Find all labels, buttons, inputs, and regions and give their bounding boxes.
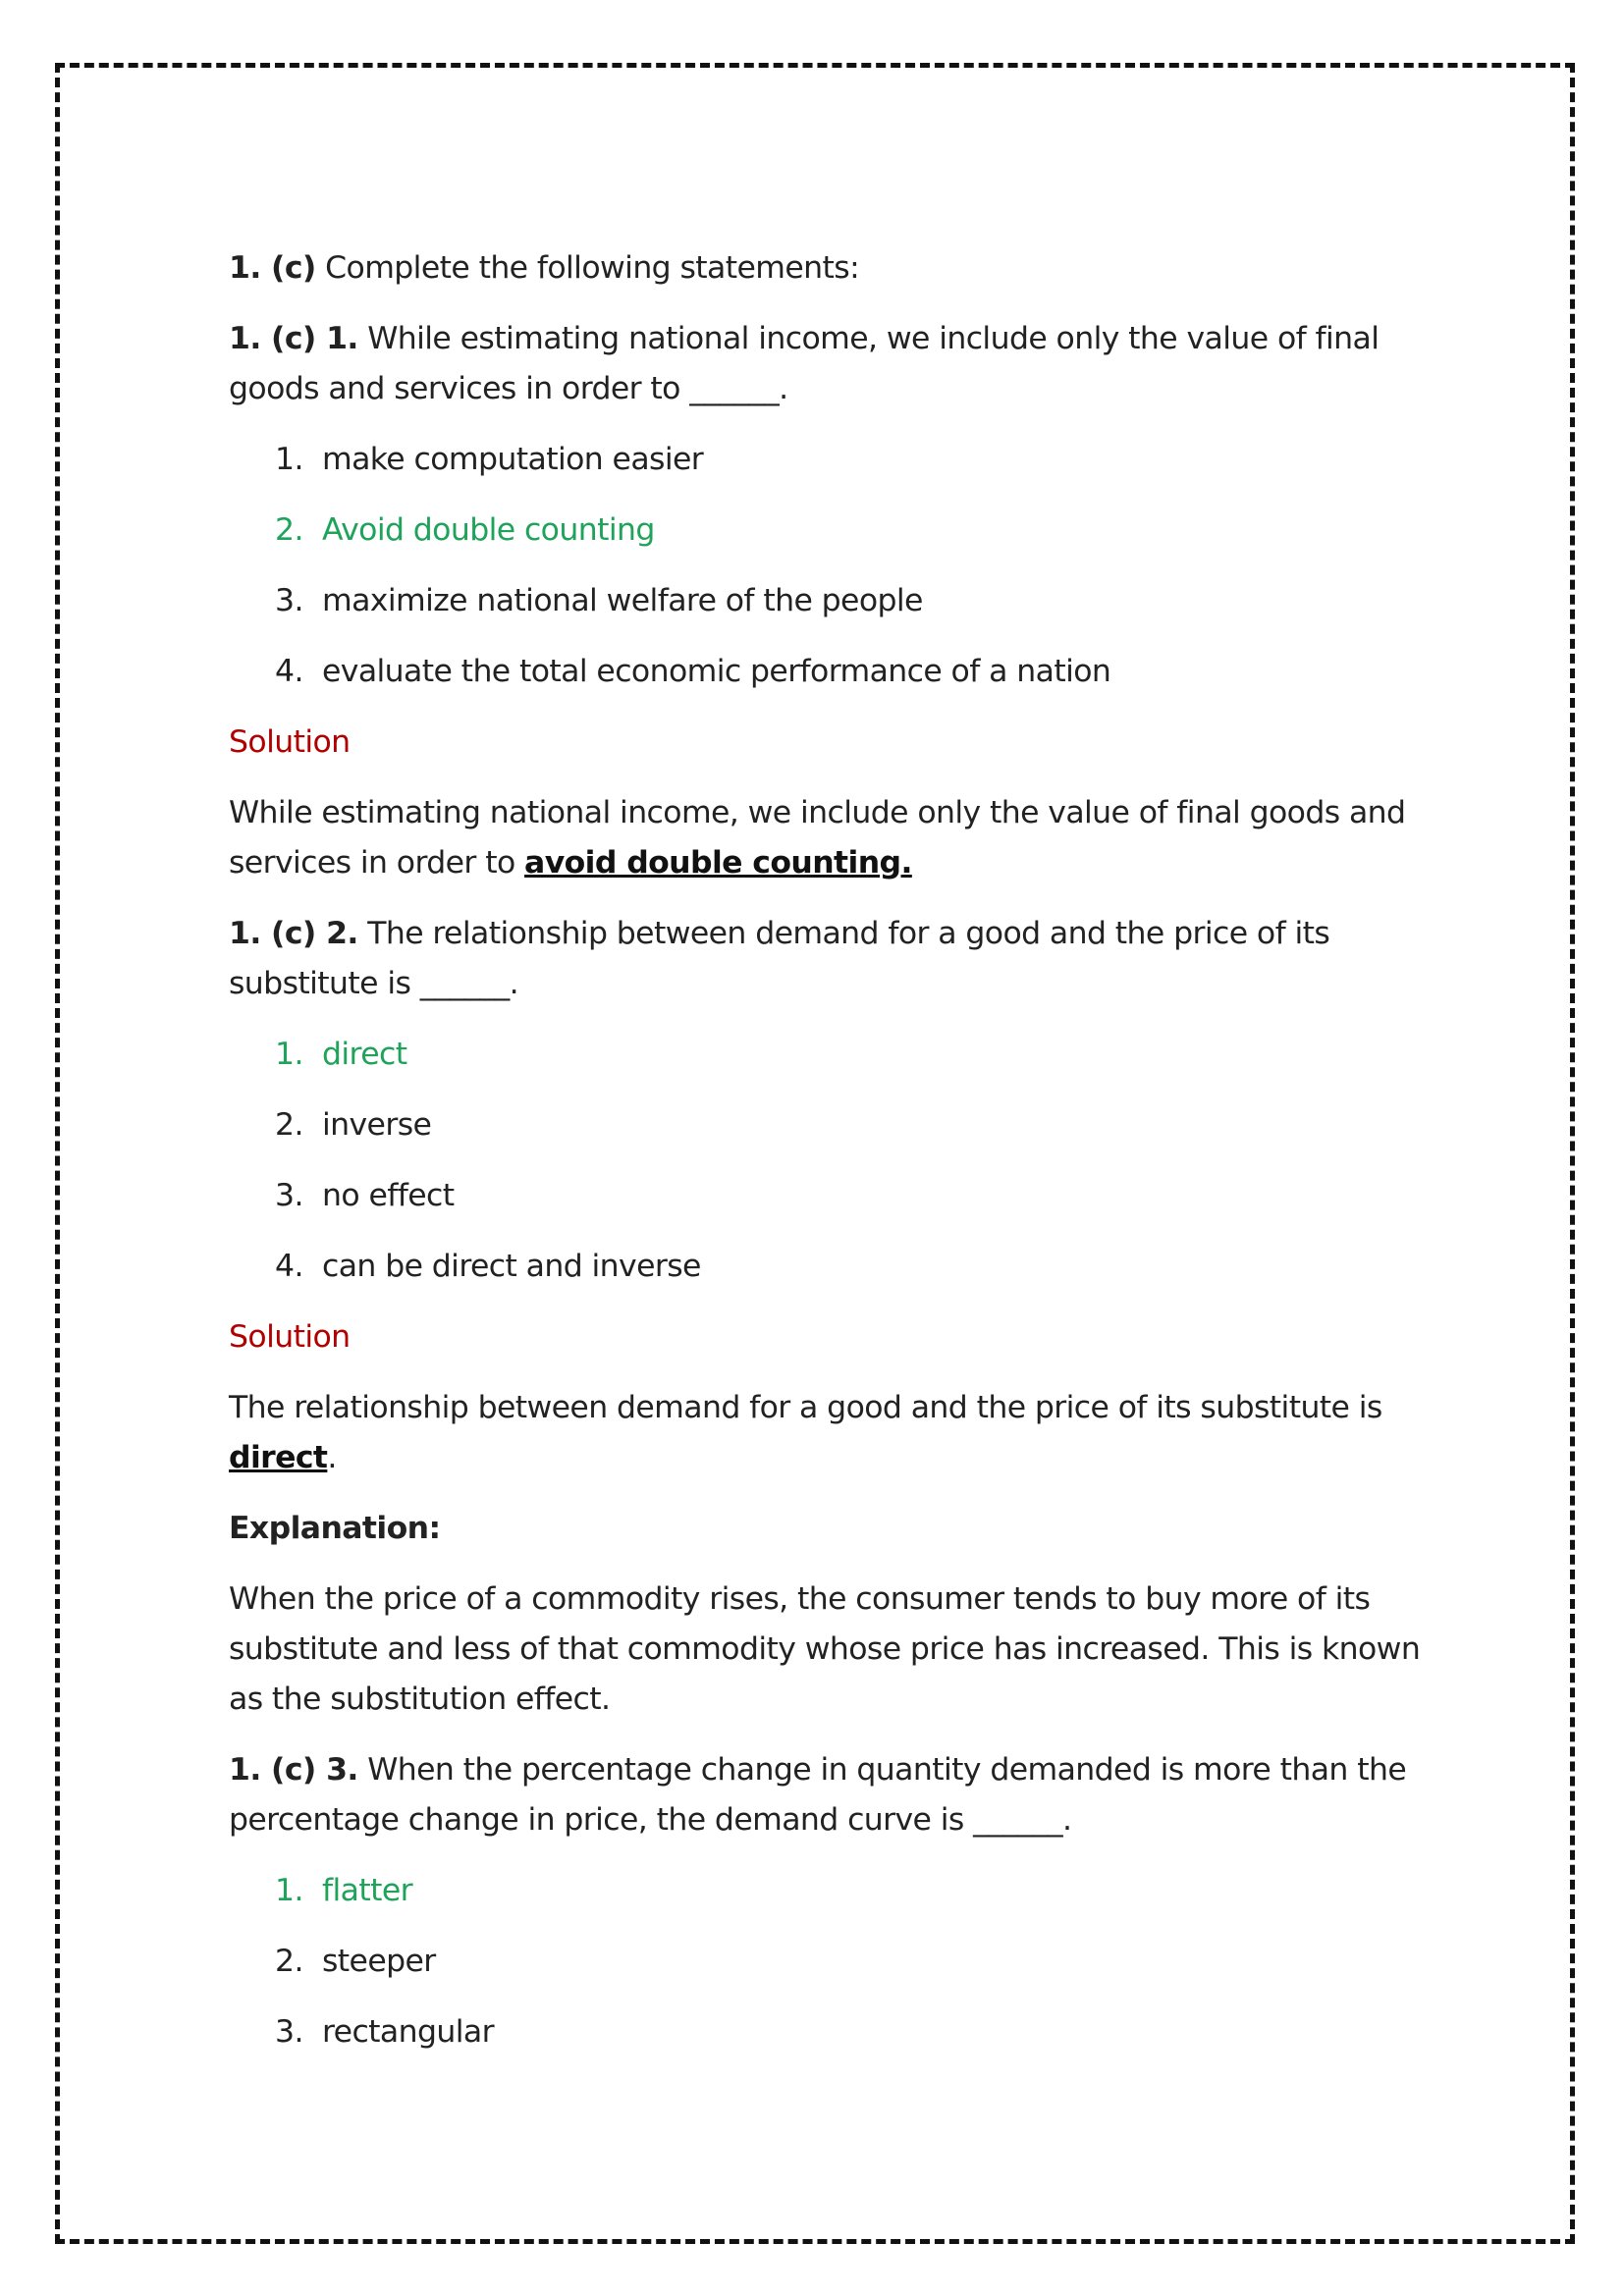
question-3: [229, 1745, 1422, 1845]
option-item-correct: [229, 506, 1422, 556]
option-number: 2.: [275, 512, 303, 548]
option-text: Avoid double counting: [322, 512, 655, 548]
option-text: maximize national welfare of the people: [322, 583, 923, 618]
solution-answer: avoid double counting.: [524, 845, 912, 881]
explanation-text: When the price of a commodity rises, the consumer tends to buy more of its substitute and less of that commodity whose price has increased. This is known as the substitution effect.: [229, 1581, 1421, 1717]
intro-line: [229, 243, 1422, 294]
question-2-options: [229, 1030, 1422, 1292]
option-number: 3.: [275, 583, 303, 618]
solution-statement: While estimating national income, we include only the value of final goods and services in order to: [229, 795, 1406, 881]
question-3-prefix: 1. (c) 3.: [229, 1752, 358, 1788]
option-item: [229, 576, 1422, 626]
option-item-correct: [229, 1030, 1422, 1080]
option-item: [229, 435, 1422, 485]
option-text: evaluate the total economic performance of a nation: [322, 654, 1111, 689]
document-content: [229, 243, 1422, 2078]
question-3-options: [229, 1866, 1422, 2057]
option-text: flatter: [322, 1873, 412, 1908]
option-text: steeper: [322, 1944, 436, 1979]
option-number: 3.: [275, 1178, 303, 1213]
option-text: make computation easier: [322, 442, 704, 477]
question-3-text: When the percentage change in quantity demanded is more than the percentage change in price, the demand curve is ______.: [229, 1752, 1407, 1838]
question-1: [229, 314, 1422, 414]
question-1-options: [229, 435, 1422, 697]
question-2-prefix: 1. (c) 2.: [229, 916, 358, 951]
solution-heading: Solution: [229, 1319, 351, 1355]
option-number: 1.: [275, 1037, 303, 1072]
option-number: 2.: [275, 1944, 303, 1979]
option-item: [229, 1242, 1422, 1292]
option-number: 4.: [275, 654, 303, 689]
intro-text: Complete the following statements:: [325, 250, 860, 286]
option-number: 1.: [275, 1873, 303, 1908]
solution-text: [229, 1383, 1422, 1483]
solution-statement: The relationship between demand for a good and the price of its substitute is: [229, 1390, 1382, 1425]
solution-answer: direct: [229, 1440, 328, 1475]
question-2-text: The relationship between demand for a good and the price of its substitute is ______.: [229, 916, 1330, 1001]
option-text: direct: [322, 1037, 407, 1072]
option-item-correct: [229, 1866, 1422, 1916]
question-1-text: While estimating national income, we include only the value of final goods and services in order to ______.: [229, 321, 1380, 406]
option-number: 2.: [275, 1107, 303, 1143]
explanation-heading: Explanation:: [229, 1511, 441, 1546]
option-text: no effect: [322, 1178, 455, 1213]
option-item: [229, 1100, 1422, 1150]
intro-prefix: 1. (c): [229, 250, 316, 286]
option-item: [229, 2007, 1422, 2057]
question-2: [229, 909, 1422, 1009]
solution-end: .: [327, 1440, 337, 1475]
option-item: [229, 1937, 1422, 1987]
option-number: 4.: [275, 1249, 303, 1284]
question-1-prefix: 1. (c) 1.: [229, 321, 358, 356]
option-item: [229, 647, 1422, 697]
option-number: 3.: [275, 2014, 303, 2050]
option-text: rectangular: [322, 2014, 494, 2050]
option-item: [229, 1171, 1422, 1221]
option-text: inverse: [322, 1107, 432, 1143]
option-text: can be direct and inverse: [322, 1249, 701, 1284]
option-number: 1.: [275, 442, 303, 477]
solution-heading: Solution: [229, 724, 351, 760]
solution-text: [229, 788, 1422, 888]
